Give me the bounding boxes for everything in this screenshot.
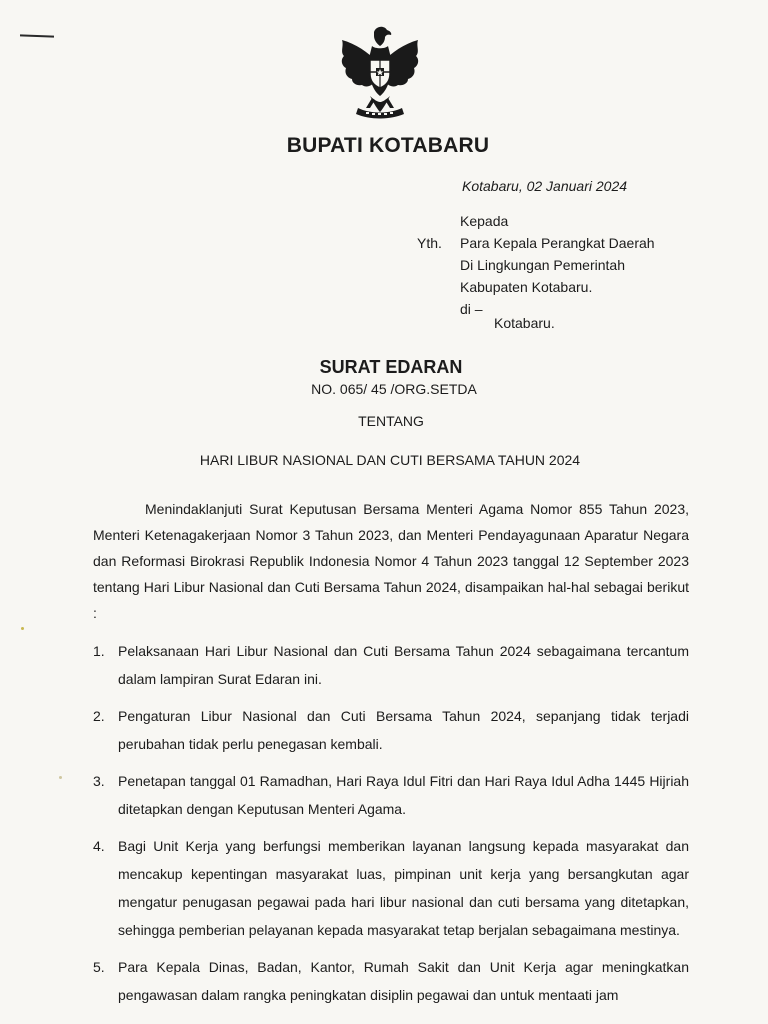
scan-speck	[59, 776, 62, 779]
recipient-line: Di Lingkungan Pemerintah	[460, 257, 625, 273]
recipient-line: Kabupaten Kotabaru.	[460, 279, 593, 295]
scan-mark	[20, 34, 54, 37]
recipient-line: di –	[460, 301, 483, 317]
list-item-number: 4.	[93, 838, 105, 854]
scan-speck	[21, 627, 24, 630]
list-item-text: Para Kepala Dinas, Badan, Kantor, Rumah Sakit dan Unit Kerja agar meningkatkan pengawasan dalam rangka peningkatan disiplin pegawai dan untuk mentaati jam	[118, 959, 689, 1003]
letterhead-title: BUPATI KOTABARU	[286, 134, 490, 157]
list-item	[93, 832, 689, 944]
recipient-line: Kepada	[460, 213, 509, 229]
list-item	[93, 702, 689, 758]
list-item	[93, 953, 689, 1009]
recipient-address	[460, 210, 655, 320]
list-item-number: 3.	[93, 773, 105, 789]
points-list	[93, 637, 689, 1009]
list-item-text: Pengaturan Libur Nasional dan Cuti Bersama Tahun 2024, sepanjang tidak terjadi perubahan tidak perlu penegasan kembali.	[118, 708, 689, 752]
garuda-emblem-icon	[330, 22, 430, 130]
list-item-number: 2.	[93, 708, 105, 724]
circular-about-label: TENTANG	[358, 413, 424, 429]
letter-dateline: Kotabaru, 02 Januari 2024	[462, 178, 628, 194]
list-item-text: Penetapan tanggal 01 Ramadhan, Hari Raya Idul Fitri dan Hari Raya Idul Adha 1445 Hijriah ditetapkan dengan Keputusan Menteri Agama.	[118, 773, 689, 817]
recipient-prefix: Yth.	[417, 235, 442, 251]
list-item	[93, 767, 689, 823]
intro-paragraph: Menindaklanjuti Surat Keputusan Bersama Menteri Agama Nomor 855 Tahun 2023, Menteri Ketenagakerjaan Nomor 3 Tahun 2023, dan Menteri Pendayagunaan Aparatur Negara dan Reformasi Birokrasi Republik Indonesia Nomor 4 Tahun 2023 tanggal 12 September 2023 tentang Hari Libur Nasional dan Cuti Bersama Tahun 2024, disampaikan hal-hal sebagai berikut :	[93, 501, 689, 621]
list-item-text: Pelaksanaan Hari Libur Nasional dan Cuti Bersama Tahun 2024 sebagaimana tercantum dalam lampiran Surat Edaran ini.	[118, 643, 689, 687]
list-item	[93, 637, 689, 693]
circular-title: SURAT EDARAN	[319, 357, 463, 377]
recipient-line: Para Kepala Perangkat Daerah	[460, 235, 655, 251]
recipient-city: Kotabaru.	[494, 315, 555, 331]
circular-number: NO. 065/ 45 /ORG.SETDA	[311, 381, 477, 397]
circular-subject: HARI LIBUR NASIONAL DAN CUTI BERSAMA TAHUN 2024	[199, 452, 581, 468]
list-item-number: 5.	[93, 959, 105, 975]
list-item-text: Bagi Unit Kerja yang berfungsi memberikan layanan langsung kepada masyarakat dan mencakup kepentingan masyarakat luas, pimpinan unit kerja yang bersangkutan agar mengatur penugasan pegawai pada hari libur nasional dan cuti bersama yang ditetapkan, sehingga pemberian pelayanan kepada masyarakat tetap berjalan sebagaimana mestinya.	[118, 838, 689, 938]
list-item-number: 1.	[93, 643, 105, 659]
